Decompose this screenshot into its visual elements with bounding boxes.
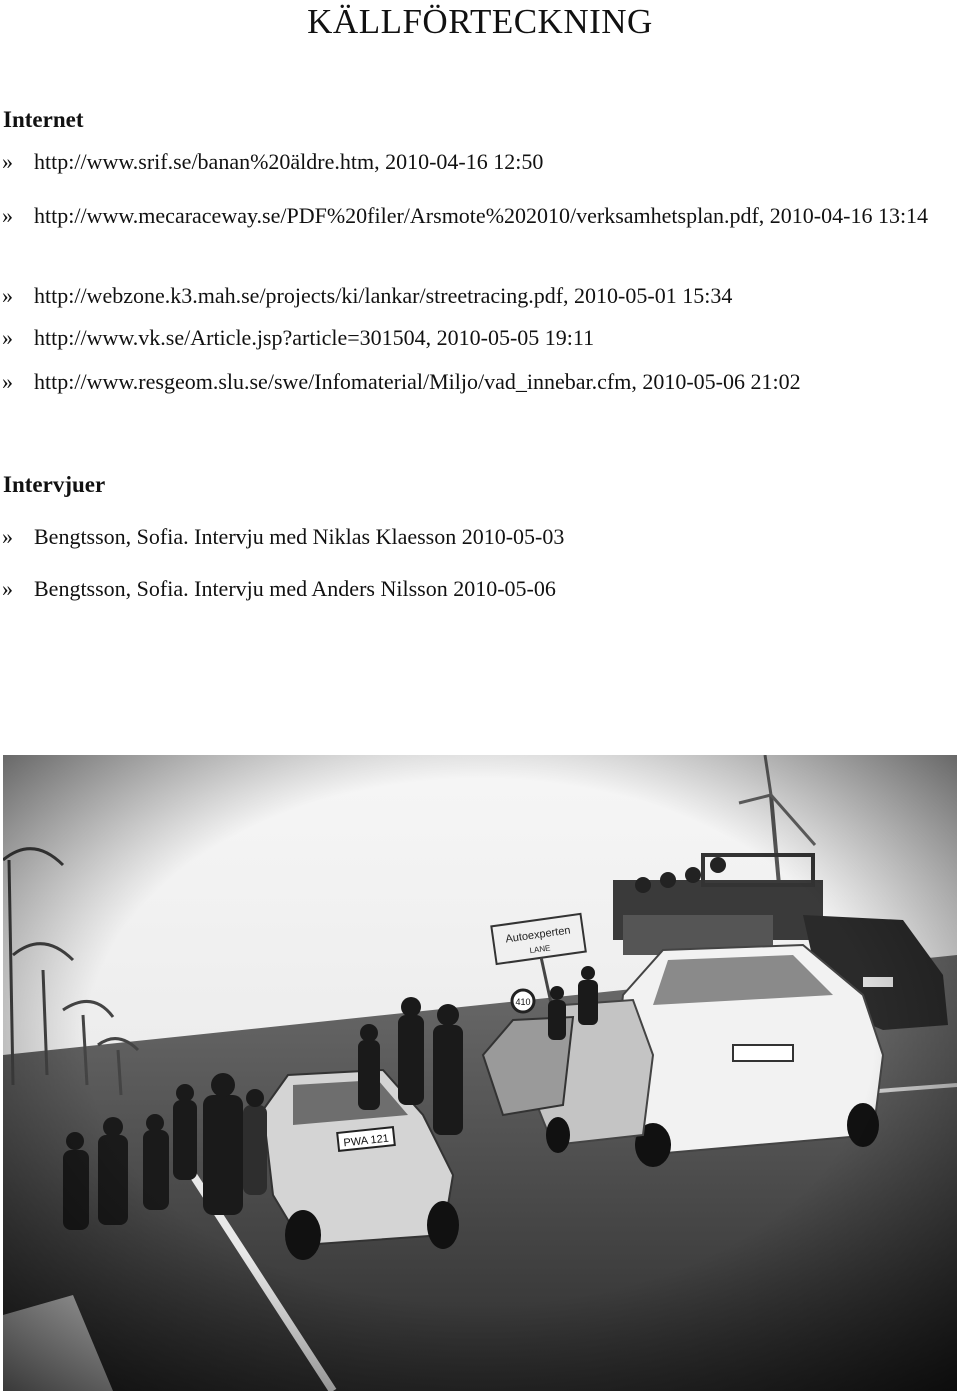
section-heading-interviews: Intervjuer: [3, 472, 106, 497]
bullet-glyph: »: [2, 524, 13, 549]
reference-text: Bengtsson, Sofia. Intervju med Niklas Klaesson 2010-05-03: [34, 524, 565, 549]
reference-entry: [0, 369, 956, 395]
reference-entry: [0, 283, 956, 309]
page-title: KÄLLFÖRTECKNING: [307, 2, 653, 41]
street-racing-photo: [3, 755, 957, 1391]
reference-entry: [0, 524, 956, 550]
reference-text: http://www.vk.se/Article.jsp?article=301504, 2010-05-05 19:11: [34, 325, 595, 350]
reference-entry: [0, 576, 956, 602]
section-heading-internet: Internet: [3, 107, 84, 132]
reference-entry: [0, 195, 956, 236]
bullet-glyph: »: [2, 369, 13, 394]
reference-text: Bengtsson, Sofia. Intervju med Anders Nilsson 2010-05-06: [34, 576, 556, 601]
bullet-glyph: »: [2, 325, 13, 350]
vignette: [3, 755, 957, 1391]
reference-entry: [0, 325, 956, 351]
bullet-glyph: »: [2, 203, 13, 228]
bullet-glyph: »: [2, 283, 13, 308]
bullet-glyph: »: [2, 149, 13, 174]
reference-text: http://www.resgeom.slu.se/swe/Infomaterial/Miljo/vad_innebar.cfm, 2010-05-06 21:02: [34, 369, 801, 394]
reference-text: http://www.srif.se/banan%20äldre.htm, 2010-04-16 12:50: [34, 149, 544, 174]
reference-text: http://webzone.k3.mah.se/projects/ki/lankar/streetracing.pdf, 2010-05-01 15:34: [34, 283, 733, 308]
bullet-glyph: »: [2, 576, 13, 601]
reference-text: http://www.mecaraceway.se/PDF%20filer/Arsmote%202010/verksamhetsplan.pdf, 2010-04-16 13:14: [34, 203, 929, 228]
reference-entry: [0, 149, 956, 175]
photo-illustration: [3, 755, 957, 1391]
